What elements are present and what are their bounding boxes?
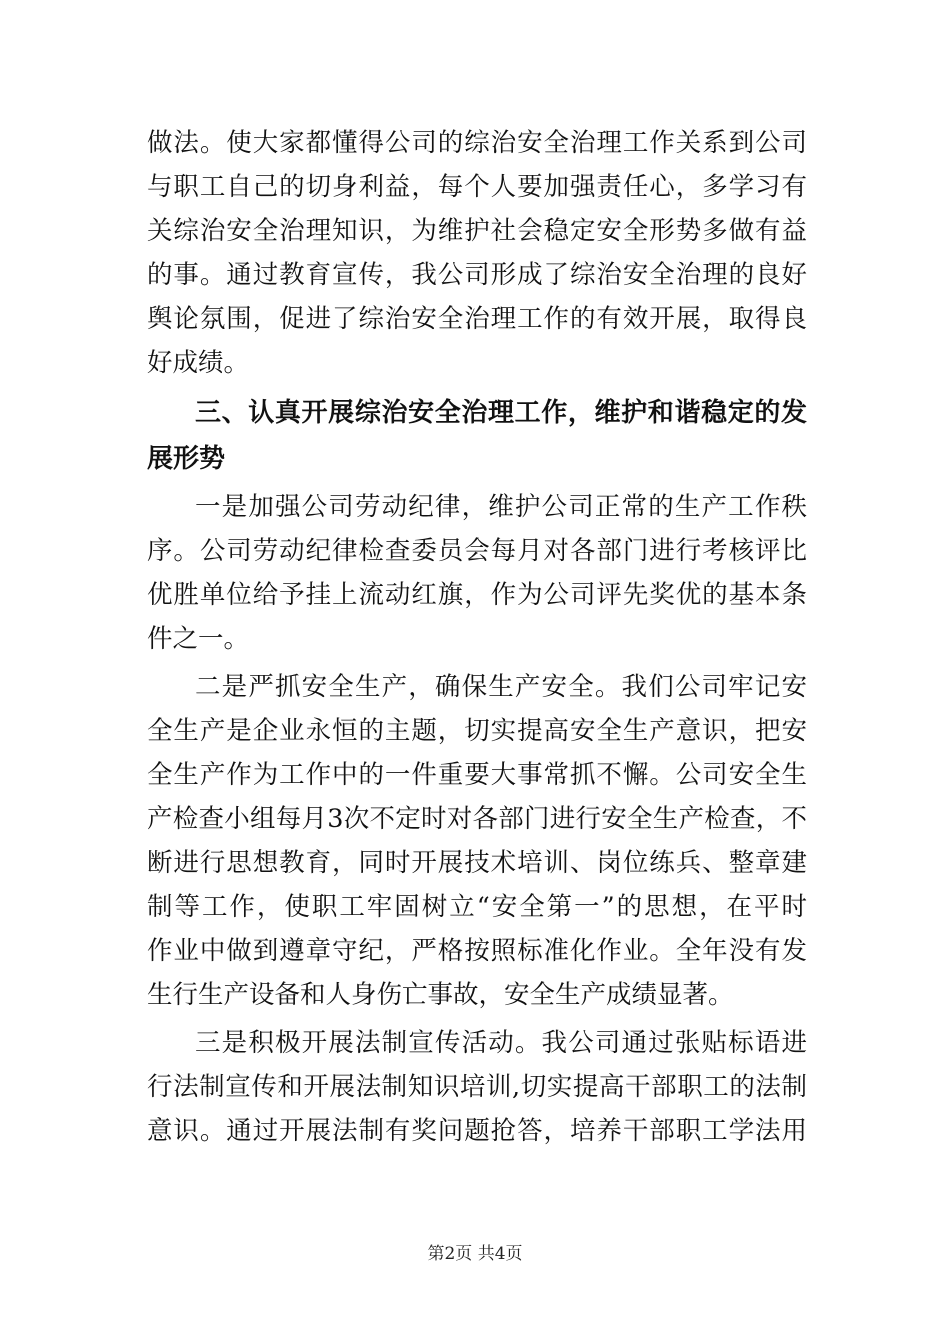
body-text-line: 行法制宣传和开展法制知识培训,切实提高干部职工的法制 — [147, 1072, 807, 1102]
page-footer: 第2页 共4页 — [427, 1244, 523, 1264]
body-text-line: 生行生产设备和人身伤亡事故，安全生产成绩显著。 — [147, 980, 734, 1010]
body-text-line: 优胜单位给予挂上流动红旗，作为公司评先奖优的基本条 — [147, 580, 807, 610]
body-text-line: 断进行思想教育，同时开展技术培训、岗位练兵、整章建 — [147, 848, 807, 878]
body-text-line: 关综治安全治理知识，为维护社会稳定安全形势多做有益 — [147, 216, 807, 246]
body-text-line: 全生产是企业永恒的主题，切实提高安全生产意识，把安 — [147, 716, 807, 746]
body-text-line: 制等工作，使职工牢固树立“安全第一”的思想，在平时 — [147, 892, 807, 922]
body-text-line: 序。公司劳动纪律检查委员会每月对各部门进行考核评比 — [147, 536, 807, 566]
body-text-line: 与职工自己的切身利益，每个人要加强责任心，多学习有 — [147, 172, 807, 202]
body-text-line: 全生产作为工作中的一件重要大事常抓不懈。公司安全生 — [147, 760, 807, 790]
body-text-line: 做法。使大家都懂得公司的综治安全治理工作关系到公司 — [147, 128, 807, 158]
body-text-line: 件之一。 — [147, 624, 250, 654]
body-text-line: 好成绩。 — [147, 348, 250, 378]
paragraph-first-line: 二是严抓安全生产，确保生产安全。我们公司牢记安 — [195, 672, 807, 702]
section-heading-continued: 展形势 — [147, 444, 226, 474]
body-text-line: 作业中做到遵章守纪，严格按照标准化作业。全年没有发 — [147, 936, 807, 966]
body-text-line: 意识。通过开展法制有奖问题抢答，培养干部职工学法用 — [147, 1116, 807, 1146]
section-heading: 三、认真开展综治安全治理工作，维护和谐稳定的发 — [195, 398, 807, 428]
body-text-line: 的事。通过教育宣传，我公司形成了综治安全治理的良好 — [147, 260, 807, 290]
paragraph-first-line: 一是加强公司劳动纪律，维护公司正常的生产工作秩 — [195, 492, 807, 522]
body-text-line: 产检查小组每月3次不定时对各部门进行安全生产检查，不 — [147, 804, 807, 834]
body-text-line: 舆论氛围，促进了综治安全治理工作的有效开展，取得良 — [147, 304, 807, 334]
paragraph-first-line: 三是积极开展法制宣传活动。我公司通过张贴标语进 — [195, 1028, 807, 1058]
